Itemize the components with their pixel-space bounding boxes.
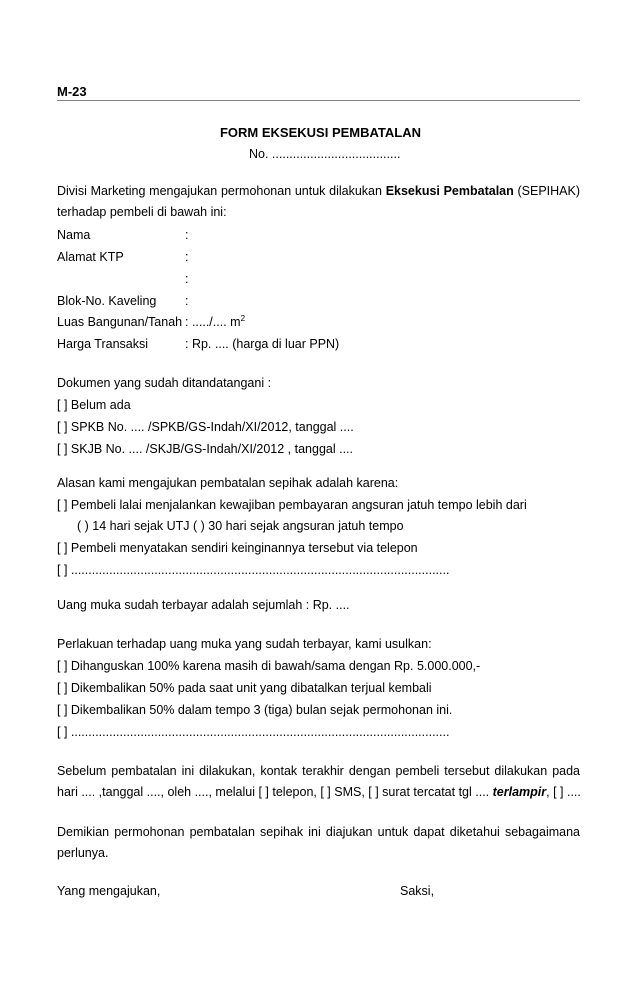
signature-applicant: Yang mengajukan, [57,884,161,898]
document-item-belum: [ ] Belum ada [57,398,131,412]
treatment-item-1: [ ] Dihanguskan 100% karena masih di bawah/sama dengan Rp. 5.000.000,- [57,659,481,673]
field-value-kaveling: : [185,294,189,308]
field-label-harga: Harga Transaksi [57,337,149,351]
reason-item-1-options: ( ) 14 hari sejak UTJ ( ) 30 hari sejak angsuran jatuh tempo [77,519,404,533]
intro-line-1 [57,180,580,203]
field-label-kaveling: Blok-No. Kaveling [57,294,157,308]
field-value-alamat-2: : [185,272,189,286]
documents-heading: Dokumen yang sudah ditandatangani : [57,376,272,390]
intro-bold: Eksekusi Pembatalan [385,184,514,198]
luas-value-text: : ...../.... m [185,315,241,329]
down-payment-line: Uang muka sudah terbayar adalah sejumlah : Rp. .... [57,598,350,612]
header-divider [57,100,580,101]
document-item-skjb: [ ] SKJB No. .... /SKJB/GS-Indah/XI/2012 , tanggal .... [57,442,353,456]
reason-item-1: [ ] Pembeli lalai menjalankan kewajiban pembayaran angsuran jatuh tempo lebih dari [57,498,527,512]
contact-text-1: hari .... ,tanggal ...., oleh ...., melalui [ ] telepon, [ ] SMS, [ ] surat tercatat tgl .... [57,785,490,799]
form-title [0,125,638,140]
form-number: No. ..................................... [249,147,401,161]
treatment-item-2: [ ] Dikembalikan 50% pada saat unit yang dibatalkan terjual kembali [57,681,432,695]
form-code: M-23 [57,84,87,99]
field-label-alamat: Alamat KTP [57,250,124,264]
reason-item-3: [ ] ............................................................................................................. [57,563,450,577]
contact-bold: terlampir [492,785,547,799]
reasons-heading: Alasan kami mengajukan pembatalan sepihak adalah karena: [57,476,399,490]
treatment-item-3: [ ] Dikembalikan 50% dalam tempo 3 (tiga) bulan sejak permohonan ini. [57,703,453,717]
document-item-spkb: [ ] SPKB No. .... /SPKB/GS-Indah/XI/2012, tanggal .... [57,420,354,434]
treatment-item-4: [ ] ............................................................................................................. [57,725,450,739]
intro-text-1: Divisi Marketing mengajukan permohonan untuk dilakukan [57,184,382,198]
form-title-text: FORM EKSEKUSI PEMBATALAN [219,125,422,140]
luas-superscript: 2 [240,314,246,323]
contact-line-2 [57,785,581,799]
field-label-luas: Luas Bangunan/Tanah [57,315,183,329]
intro-text-2: (SEPIHAK) [517,184,580,198]
closing-line-2: perlunya. [57,846,109,860]
field-value-luas [185,315,245,329]
contact-line-1: Sebelum pembatalan ini dilakukan, kontak terakhir dengan pembeli tersebut dilakukan pada [57,764,580,778]
field-value-nama: : [185,228,189,242]
field-value-alamat: : [185,250,189,264]
reason-item-2: [ ] Pembeli menyatakan sendiri keinginannya tersebut via telepon [57,541,418,555]
closing-line-1: Demikian permohonan pembatalan sepihak ini diajukan untuk dapat diketahui sebagaimana [57,825,580,839]
field-label-nama: Nama [57,228,91,242]
contact-text-2: , [ ] .... [546,785,581,799]
field-value-harga: : Rp. .... (harga di luar PPN) [185,337,340,351]
treatment-heading: Perlakuan terhadap uang muka yang sudah terbayar, kami usulkan: [57,637,432,651]
signature-witness: Saksi, [400,884,435,898]
intro-line-2: terhadap pembeli di bawah ini: [57,205,227,219]
